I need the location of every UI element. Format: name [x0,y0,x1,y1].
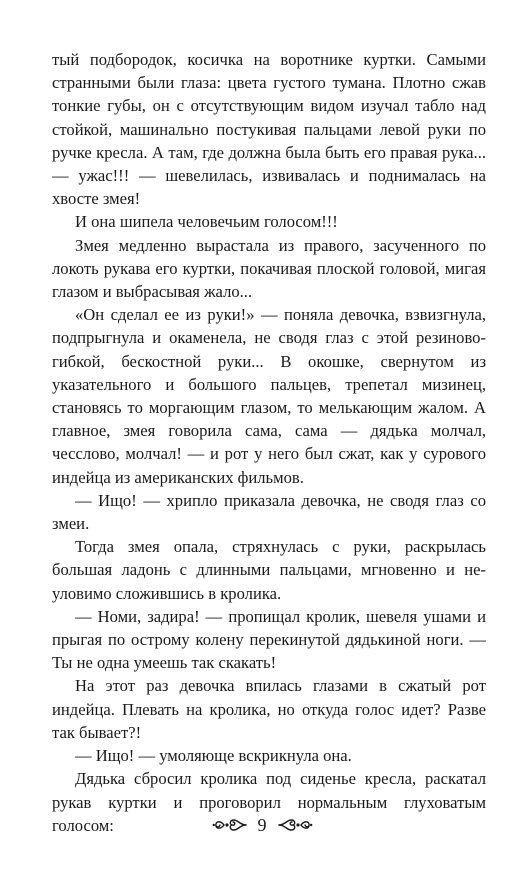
paragraph-4: «Он сделал ее из руки!» — поняла девочка, взвизгнула, подпрыгнула и окаменела, не сводя глаз с этой резиново-гибкой, бескостной руки... В окошке, свернутом из указательного и большого пальцев, трепетал мизинец, становясь то моргающим глазом, то мелькающим жалом. А главное, змея говорила сама, сама — дядька молчал, чесслово, молчал! — и рот у него был сжат, как у сурового индейца из американских фильмов. [52,305,486,487]
page-number: 9 [257,815,267,835]
paragraph-5: — Ищо! — хрипло приказала девочка, не сводя глаз со змеи. [52,490,486,534]
paragraph-2: И она шипела человечьим голосом!!! [75,212,338,232]
paragraph-3: Змея медленно вырастала из правого, засученного по локоть рукава его куртки, покачивая плоской головой, мигая глазом и выбрасывая жало... [52,235,486,302]
paragraph-7: — Номи, задира! — пропищал кролик, шевеля ушами и прыгая по острому колену перекинутой дядькиной ноги. — Ты не одна умеешь так скакать! [52,606,486,673]
paragraph-6: Тогда змея опала, стряхнулась с руки, раскрылась большая ладонь с длинными пальцами, мгновенно и неуловимо сложившись в кролика. [52,537,486,603]
paragraph-1: тый подбородок, косичка на воротнике куртки. Самыми странными были глаза: цвета густого тумана. Плотно сжав тонкие губы, он с отсутствующим видом изучал табло над стойкой, машинально постукивая пальцами левой руки по ручке кресла. А там, где должна была быть его правая рука... — ужас!!! — шевелилась, извивалась и поднималась на хвосте змея! [52,50,486,209]
flourish-ornament-icon [212,816,248,834]
page-footer [0,815,524,835]
paragraph-8: На этот раз девочка впилась глазами в сжатый рот индейца. Плевать на кролика, но откуда голос идет? Разве так бывает?! [52,676,486,742]
paragraph-10: Дядька сбросил кролика под сиденье кресла, раскатал рукав куртки и проговорил нормальным глуховатым голосом: [52,769,486,835]
paragraph-9: — Ищо! — умоляюще вскрикнула она. [75,746,352,766]
flourish-ornament-icon [277,816,313,834]
book-page [52,48,486,837]
